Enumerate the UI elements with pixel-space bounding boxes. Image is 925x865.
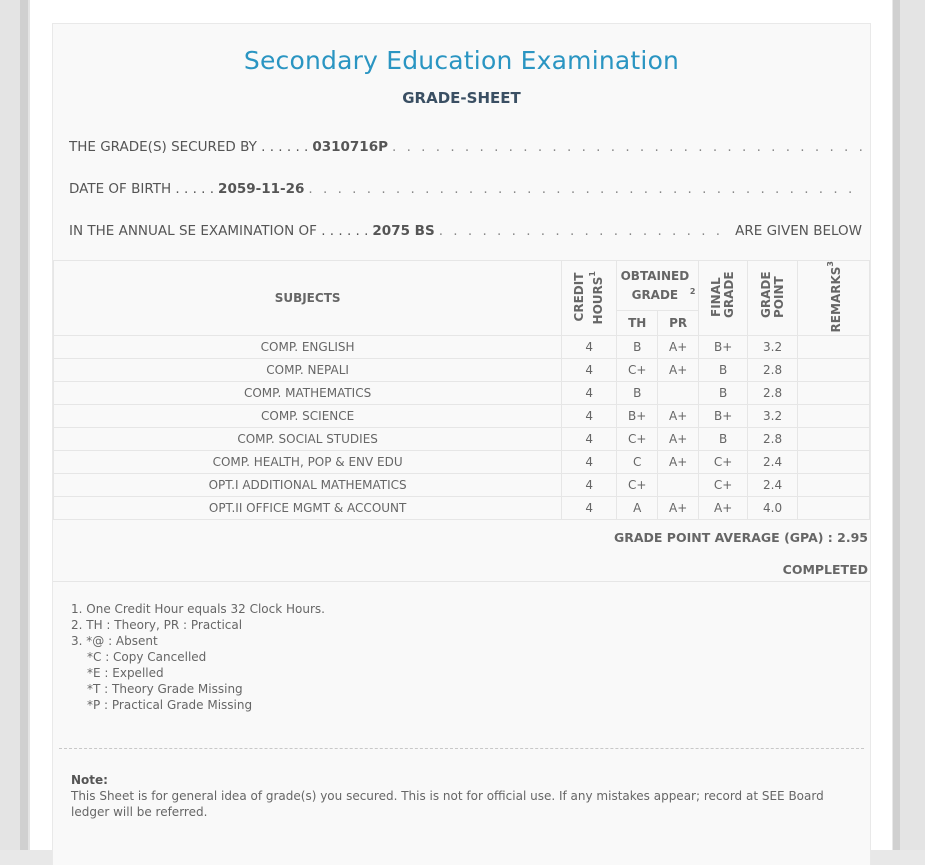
credit-cell: 4 bbox=[562, 405, 617, 428]
table-row bbox=[54, 405, 870, 428]
grades-table bbox=[53, 260, 870, 520]
subjects-header: SUBJECTS bbox=[54, 261, 562, 336]
final-grade-cell: B bbox=[699, 382, 748, 405]
footnote-list bbox=[71, 601, 325, 713]
grade-point-label: GRADE POINT bbox=[758, 271, 786, 318]
final-grade-cell: B bbox=[699, 359, 748, 382]
grade-point-cell: 2.4 bbox=[748, 474, 798, 497]
remarks-cell bbox=[798, 428, 870, 451]
grade-point-cell: 3.2 bbox=[748, 336, 798, 359]
dob-value: 2059-11-26 bbox=[218, 181, 305, 197]
subject-cell: OPT.II OFFICE MGMT & ACCOUNT bbox=[54, 497, 562, 520]
th-grade-cell: C+ bbox=[617, 428, 658, 451]
remarks-label: REMARKS bbox=[829, 266, 844, 333]
credit-cell: 4 bbox=[562, 336, 617, 359]
credit-cell: 4 bbox=[562, 497, 617, 520]
dashed-divider bbox=[59, 748, 864, 749]
exam-year: 2075 BS bbox=[372, 223, 435, 239]
result-status: COMPLETED bbox=[782, 562, 868, 577]
pr-grade-cell bbox=[658, 382, 699, 405]
grade-point-cell: 3.2 bbox=[748, 405, 798, 428]
grade-point-cell: 2.4 bbox=[748, 451, 798, 474]
table-row bbox=[54, 336, 870, 359]
pr-grade-cell: A+ bbox=[658, 451, 699, 474]
remarks-cell bbox=[798, 382, 870, 405]
dot-leader bbox=[439, 223, 731, 239]
table-row bbox=[54, 451, 870, 474]
remarks-cell bbox=[798, 474, 870, 497]
sheet-title: GRADE-SHEET bbox=[402, 89, 521, 107]
credit-cell: 4 bbox=[562, 428, 617, 451]
table-row bbox=[54, 382, 870, 405]
final-grade-cell: B+ bbox=[699, 336, 748, 359]
credit-sup: 1 bbox=[588, 270, 598, 276]
note-block bbox=[71, 772, 851, 820]
th-grade-cell: A bbox=[617, 497, 658, 520]
exam-label: IN THE ANNUAL SE EXAMINATION OF . . . . . . bbox=[69, 223, 369, 239]
grade-point-cell: 4.0 bbox=[748, 497, 798, 520]
th-grade-cell: B+ bbox=[617, 405, 658, 428]
pr-grade-cell: A+ bbox=[658, 336, 699, 359]
exam-tail: ARE GIVEN BELOW bbox=[735, 223, 862, 239]
subject-cell: COMP. HEALTH, POP & ENV EDU bbox=[54, 451, 562, 474]
credit-cell: 4 bbox=[562, 474, 617, 497]
dob-label: DATE OF BIRTH . . . . . bbox=[69, 181, 215, 197]
remarks-cell bbox=[798, 359, 870, 382]
obtained-sup: 2 bbox=[689, 287, 696, 297]
remarks-cell bbox=[798, 451, 870, 474]
dot-leader bbox=[308, 181, 862, 197]
subject-cell: COMP. MATHEMATICS bbox=[54, 382, 562, 405]
final-grade-label: FINAL GRADE bbox=[709, 271, 737, 318]
footnote-item: 1. One Credit Hour equals 32 Clock Hours. bbox=[71, 602, 325, 616]
table-row bbox=[54, 359, 870, 382]
subject-cell: COMP. SOCIAL STUDIES bbox=[54, 428, 562, 451]
grade-sheet bbox=[52, 23, 871, 865]
exam-line bbox=[69, 220, 862, 242]
credit-hours-label: CREDIT HOURS bbox=[572, 272, 606, 324]
pr-grade-cell bbox=[658, 474, 699, 497]
subject-cell: COMP. NEPALI bbox=[54, 359, 562, 382]
pr-grade-cell: A+ bbox=[658, 497, 699, 520]
final-grade-cell: B+ bbox=[699, 405, 748, 428]
footnote-item: 3. *@ : Absent bbox=[71, 634, 158, 648]
final-grade-cell: C+ bbox=[699, 451, 748, 474]
table-row bbox=[54, 474, 870, 497]
remarks-sup: 3 bbox=[826, 261, 836, 267]
exam-title: Secondary Education Examination bbox=[243, 46, 680, 75]
final-grade-header bbox=[699, 261, 748, 336]
subject-cell: COMP. ENGLISH bbox=[54, 336, 562, 359]
th-grade-cell: C+ bbox=[617, 474, 658, 497]
th-grade-cell: C bbox=[617, 451, 658, 474]
subject-cell: COMP. SCIENCE bbox=[54, 405, 562, 428]
grade-point-cell: 2.8 bbox=[748, 428, 798, 451]
note-text: This Sheet is for general idea of grade(s) you secured. This is not for official use. If any mistakes appear; record at SEE Board ledger will be referred. bbox=[71, 789, 824, 819]
dot-leader bbox=[392, 139, 862, 155]
subject-cell: OPT.I ADDITIONAL MATHEMATICS bbox=[54, 474, 562, 497]
gpa-summary: GRADE POINT AVERAGE (GPA) : 2.95 bbox=[613, 530, 868, 545]
grade-point-header bbox=[748, 261, 798, 336]
table-row bbox=[54, 428, 870, 451]
footnotes-section bbox=[53, 581, 870, 865]
pr-header: PR bbox=[658, 310, 699, 336]
secured-by-label: THE GRADE(S) SECURED BY . . . . . . bbox=[69, 139, 309, 155]
footnote-item: 2. TH : Theory, PR : Practical bbox=[71, 618, 243, 632]
th-grade-cell: B bbox=[617, 336, 658, 359]
footnote-sub-item: *T : Theory Grade Missing bbox=[87, 682, 243, 696]
credit-cell: 4 bbox=[562, 382, 617, 405]
symbol-number: 0310716P bbox=[312, 139, 388, 155]
final-grade-cell: B bbox=[699, 428, 748, 451]
th-grade-cell: B bbox=[617, 382, 658, 405]
note-title: Note: bbox=[71, 773, 108, 787]
remarks-header bbox=[798, 261, 870, 336]
obtained-grade-label: OBTAINED GRADE bbox=[620, 269, 690, 303]
remarks-cell bbox=[798, 497, 870, 520]
grade-point-cell: 2.8 bbox=[748, 359, 798, 382]
credit-cell: 4 bbox=[562, 359, 617, 382]
pr-grade-cell: A+ bbox=[658, 428, 699, 451]
pr-grade-cell: A+ bbox=[658, 359, 699, 382]
footnote-sub-item: *P : Practical Grade Missing bbox=[87, 698, 253, 712]
remarks-cell bbox=[798, 405, 870, 428]
right-border bbox=[893, 0, 900, 850]
footnote-sub-item: *E : Expelled bbox=[87, 666, 164, 680]
table-row bbox=[54, 497, 870, 520]
th-grade-cell: C+ bbox=[617, 359, 658, 382]
left-border bbox=[20, 0, 28, 850]
footnote-sub-item: *C : Copy Cancelled bbox=[87, 650, 207, 664]
credit-cell: 4 bbox=[562, 451, 617, 474]
remarks-cell bbox=[798, 336, 870, 359]
secured-by-line bbox=[69, 136, 862, 158]
pr-grade-cell: A+ bbox=[658, 405, 699, 428]
grade-point-cell: 2.8 bbox=[748, 382, 798, 405]
obtained-grade-header bbox=[617, 261, 699, 311]
th-header: TH bbox=[617, 310, 658, 336]
dob-line bbox=[69, 178, 862, 200]
credit-hours-header bbox=[562, 261, 617, 336]
final-grade-cell: C+ bbox=[699, 474, 748, 497]
final-grade-cell: A+ bbox=[699, 497, 748, 520]
